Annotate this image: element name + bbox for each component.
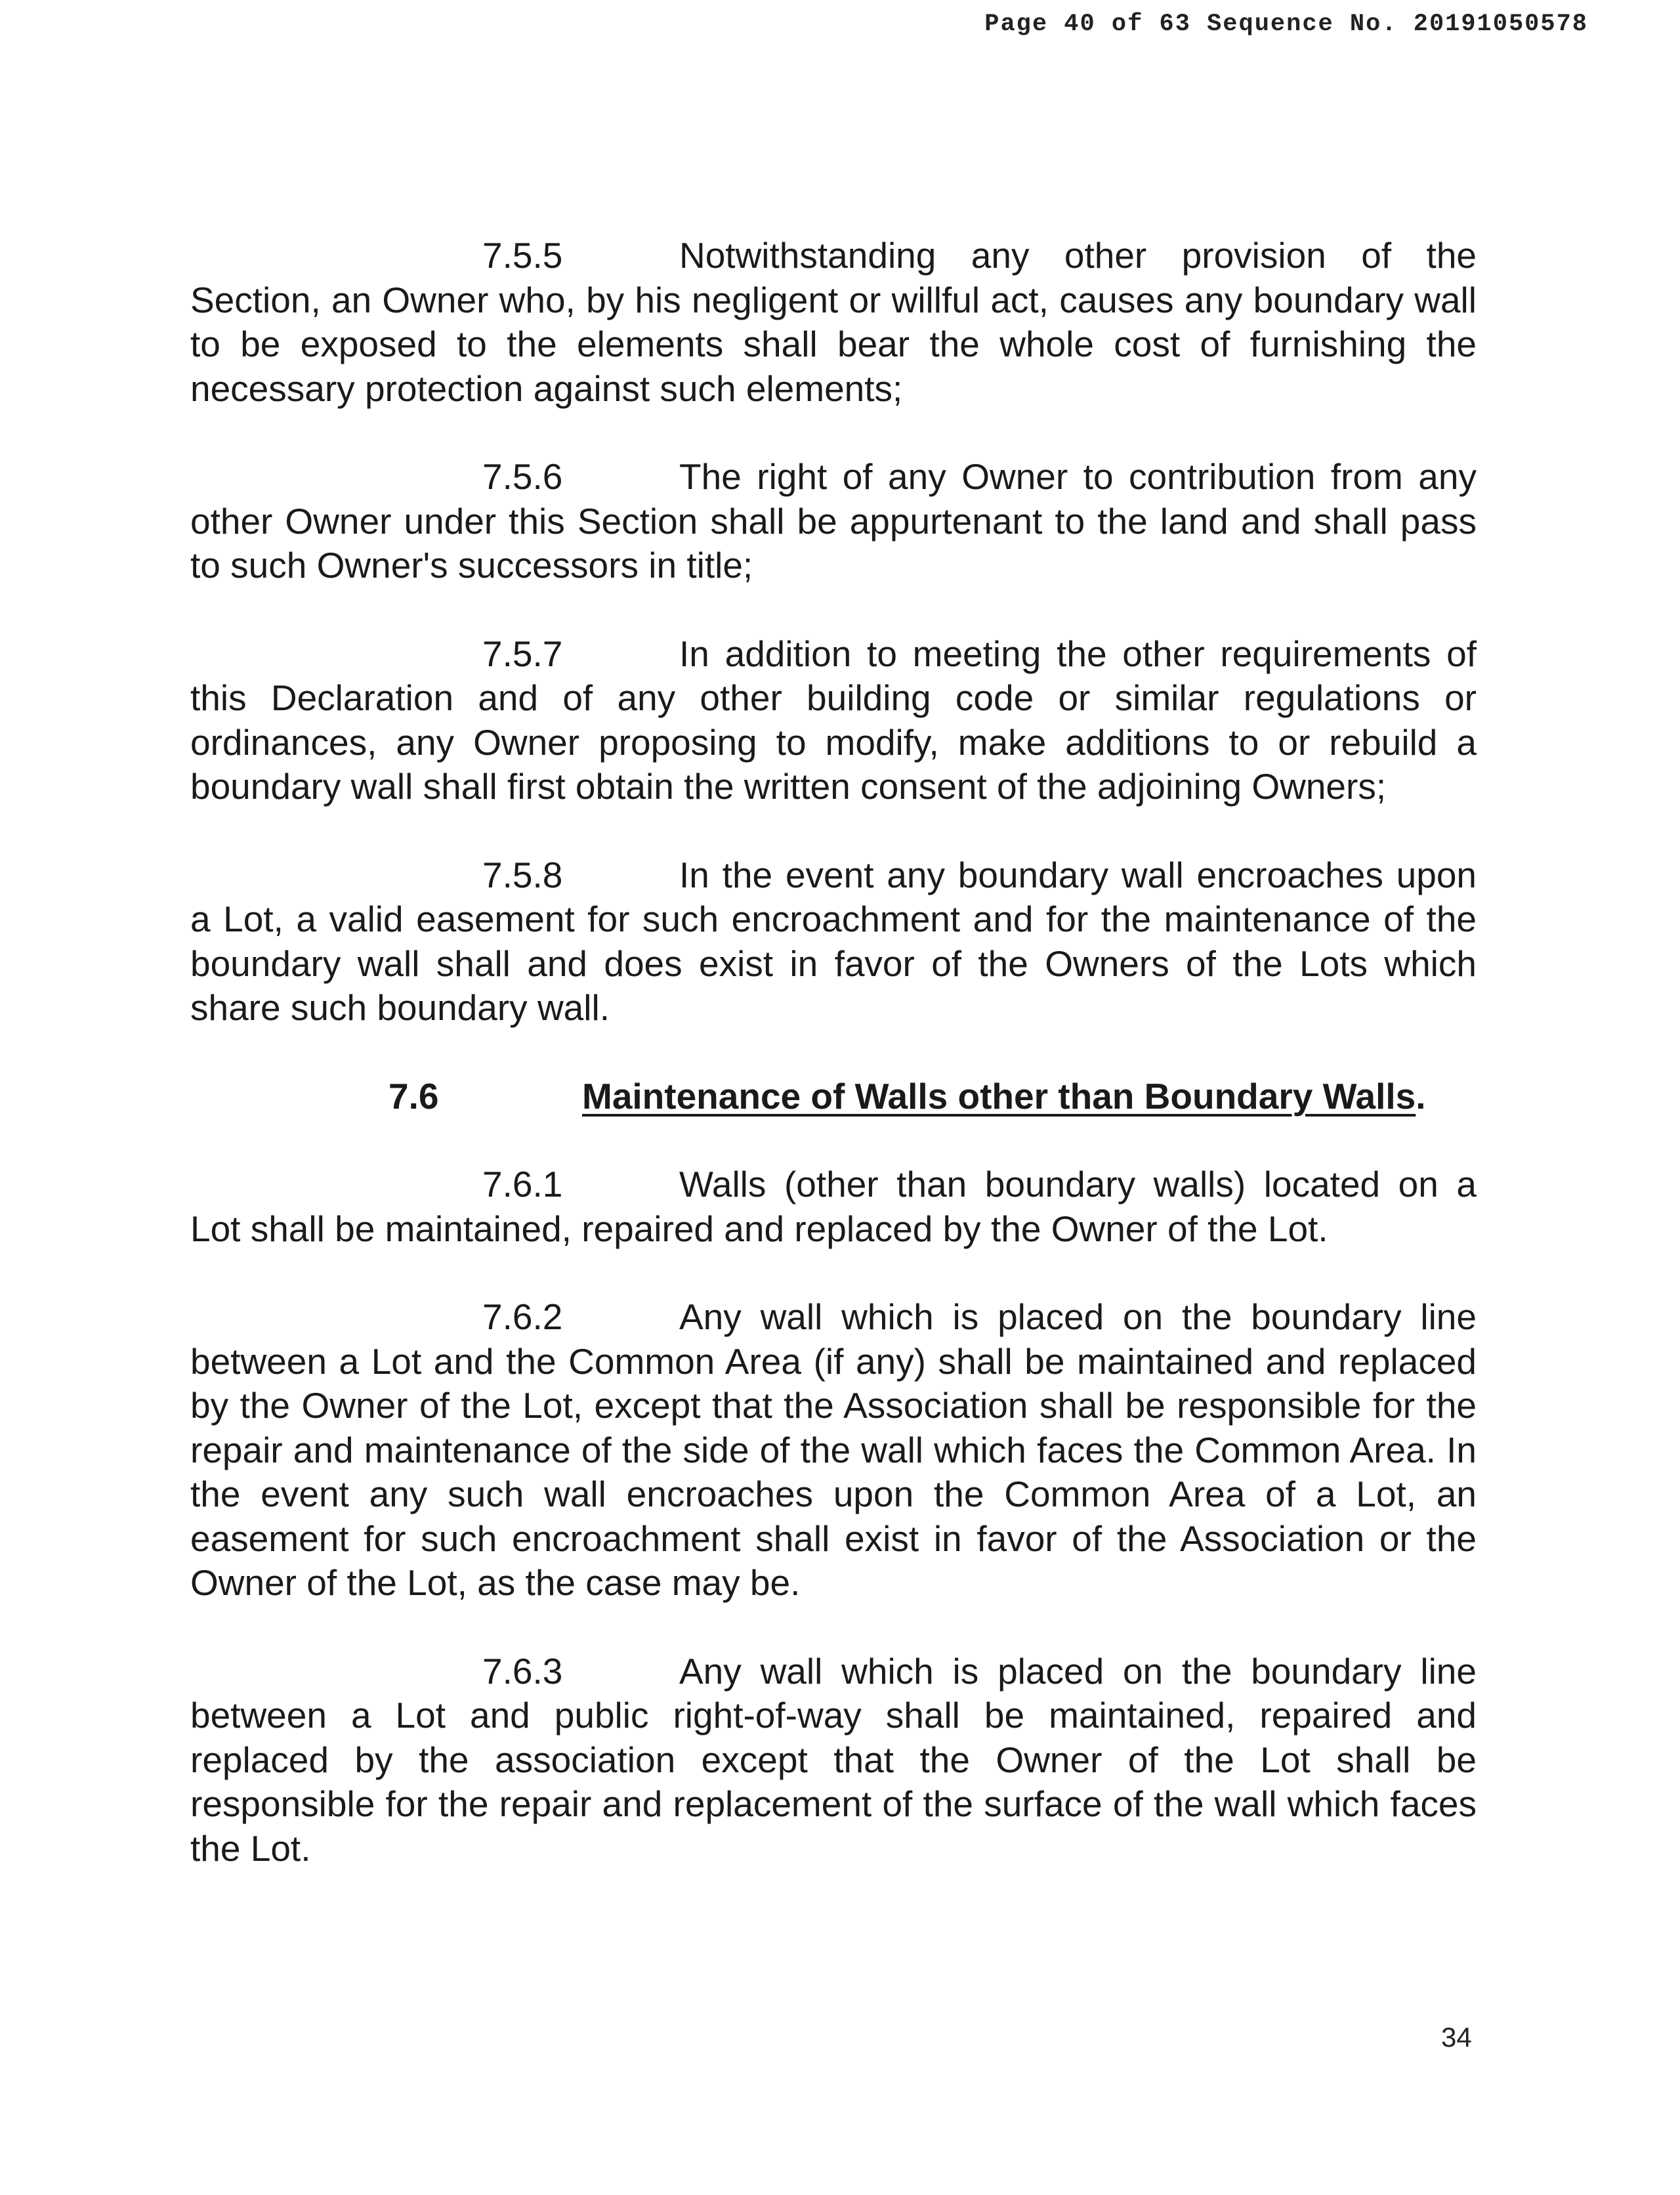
section-heading-7-6 bbox=[190, 1075, 1477, 1119]
paragraph-text: Walls (other than boundary walls) located on a Lot shall be maintained, repaired and replaced by the Owner of the Lot. bbox=[190, 1164, 1477, 1249]
paragraph-7-6-2 bbox=[190, 1295, 1477, 1606]
paragraph-7-6-1 bbox=[190, 1162, 1477, 1251]
section-title: Maintenance of Walls other than Boundary Walls bbox=[582, 1075, 1416, 1117]
paragraph-7-5-8 bbox=[190, 853, 1477, 1031]
paragraph-7-5-5 bbox=[190, 234, 1477, 411]
section-title-period: . bbox=[1416, 1075, 1426, 1117]
page-number: 34 bbox=[1441, 2022, 1472, 2053]
section-number: 7.6 bbox=[388, 1075, 439, 1117]
paragraph-text: In the event any boundary wall encroaches upon a Lot, a valid easement for such encroachment and for the maintenance of the boundary wall shall and does exist in favor of the Owners of the Lots which share such boundary wall. bbox=[190, 854, 1477, 1028]
paragraph-number: 7.5.5 bbox=[482, 235, 563, 276]
paragraph-text: Notwithstanding any other provision of the Section, an Owner who, by his negligent or willful act, causes any boundary wall to be exposed to the elements shall bear the whole cost of furnishing the necessary protection against such elements; bbox=[190, 235, 1477, 409]
paragraph-7-5-6 bbox=[190, 455, 1477, 588]
paragraph-7-6-3 bbox=[190, 1650, 1477, 1871]
paragraph-number: 7.6.2 bbox=[482, 1296, 563, 1337]
paragraph-number: 7.5.8 bbox=[482, 854, 563, 895]
paragraph-number: 7.5.7 bbox=[482, 633, 563, 674]
paragraph-number: 7.5.6 bbox=[482, 456, 563, 497]
document-body bbox=[190, 234, 1477, 1915]
paragraph-text: Any wall which is placed on the boundary line between a Lot and public right-of-way shall be maintained, repaired and replaced by the association except that the Owner of the Lot shall be responsible for the repair and replacement of the surface of the wall which faces the Lot. bbox=[190, 1650, 1477, 1869]
paragraph-number: 7.6.1 bbox=[482, 1164, 563, 1204]
paragraph-text: The right of any Owner to contribution from any other Owner under this Section shall be appurtenant to the land and shall pass to such Owner's successors in title; bbox=[190, 456, 1477, 586]
paragraph-text: Any wall which is placed on the boundary line between a Lot and the Common Area (if any) shall be maintained and replaced by the Owner of the Lot, except that the Association shall be responsible for the repair and maintenance of the side of the wall which faces the Common Area. In the event any such wall encroaches upon the Common Area of a Lot, an easement for such encroachment shall exist in favor of the Association or the Owner of the Lot, as the case may be. bbox=[190, 1296, 1477, 1603]
sequence-stamp: Page 40 of 63 Sequence No. 20191050578 bbox=[984, 11, 1588, 38]
paragraph-text: In addition to meeting the other requirements of this Declaration and of any other building code or similar regulations or ordinances, any Owner proposing to modify, make additions to or rebuild a boundary wall shall first obtain the written consent of the adjoining Owners; bbox=[190, 633, 1477, 807]
paragraph-7-5-7 bbox=[190, 632, 1477, 809]
paragraph-number: 7.6.3 bbox=[482, 1650, 563, 1692]
